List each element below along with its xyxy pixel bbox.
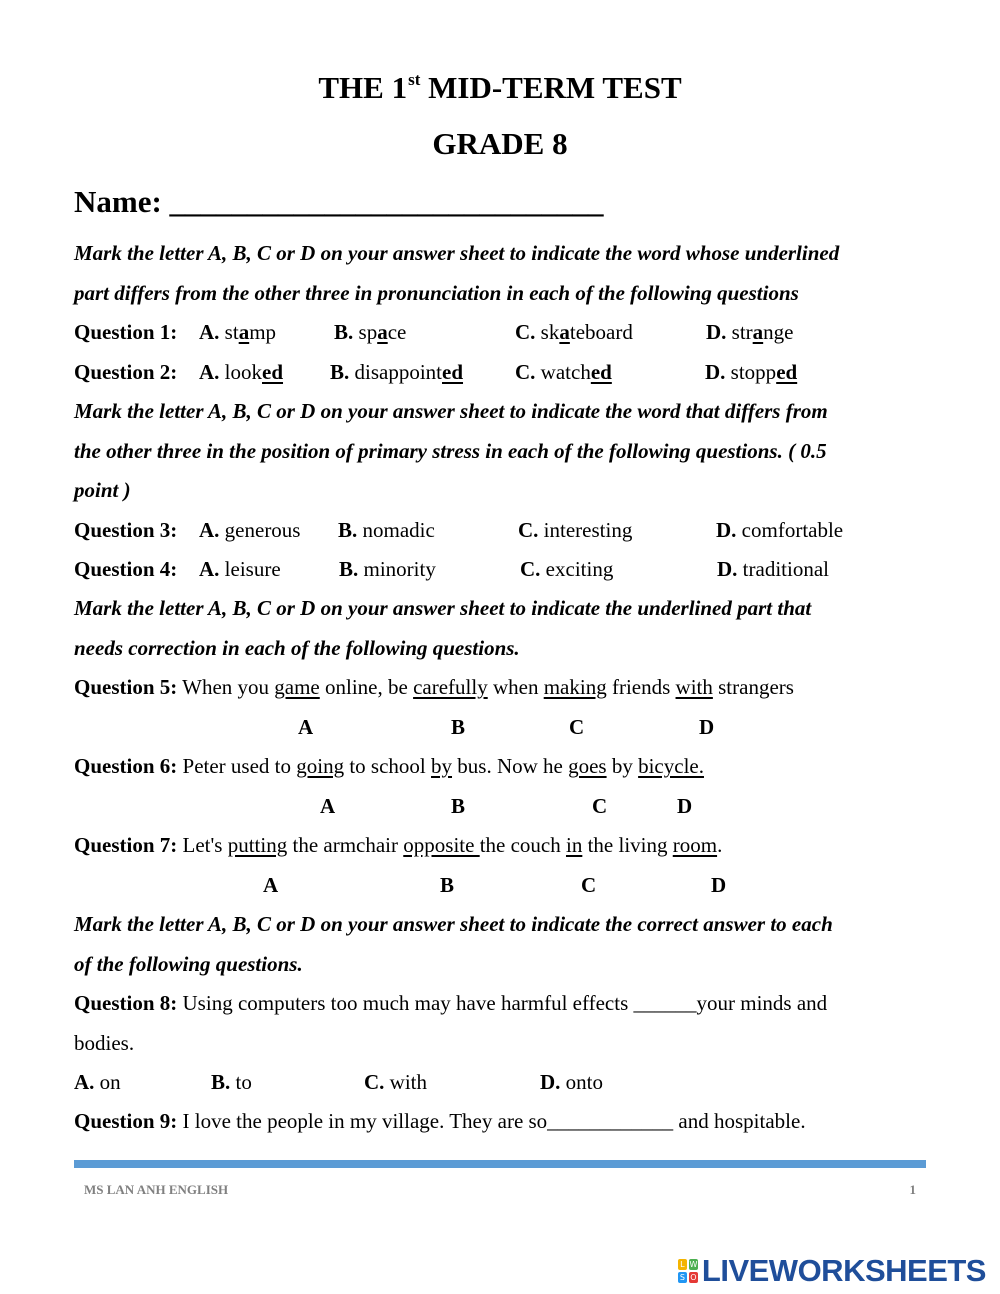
q7-part-d[interactable]: room — [672, 833, 718, 857]
question-1 — [74, 320, 926, 345]
question-label: Question 6: — [74, 754, 178, 778]
question-label: Question 7: — [74, 833, 178, 857]
q5-part-b[interactable]: carefully — [413, 675, 488, 699]
title-superscript: st — [408, 70, 421, 89]
section4-instruction-1: Mark the letter A, B, C or D on your answer sheet to indicate the correct answer to each — [74, 912, 833, 936]
q7-part-b[interactable]: opposite — [403, 833, 480, 857]
section2-instruction-1: Mark the letter A, B, C or D on your answer sheet to indicate the word that differs from — [74, 399, 828, 423]
question-label: Question 5: — [74, 675, 178, 699]
section2-instruction-2: the other three in the position of primary stress in each of the following questions. ( 0.5 — [74, 439, 827, 463]
question-label: Question 1: — [74, 320, 178, 344]
question-label: Question 8: — [74, 991, 178, 1015]
q1-option-c[interactable]: C. skateboard — [515, 320, 633, 344]
q3-option-b[interactable]: B. nomadic — [338, 518, 435, 542]
question-label: Question 9: — [74, 1109, 178, 1133]
logo-text: LIVEWORKSHEETS — [701, 1253, 986, 1288]
title-text: THE 1 — [318, 70, 408, 105]
question-9 — [74, 1109, 806, 1134]
q6-letter-c: C — [592, 794, 608, 818]
q6-letter-d: D — [677, 794, 693, 818]
footer-rule — [74, 1160, 926, 1168]
q2-option-c[interactable]: C. watched — [515, 360, 612, 384]
q2-option-a[interactable]: A. looked — [199, 360, 284, 384]
q5-letter-b: B — [451, 715, 466, 739]
question-5: Question 5: When you game online, be carefully when making friends with strangers — [74, 675, 794, 699]
question-4 — [74, 557, 926, 582]
section3-instruction-1: Mark the letter A, B, C or D on your answer sheet to indicate the underlined part that — [74, 596, 812, 620]
q5-letter-d: D — [699, 715, 715, 739]
logo-mark-icon: L W S O — [679, 1260, 698, 1282]
q2-option-d[interactable]: D. stopped — [705, 360, 798, 384]
q8-text: Using computers too much may have harmful effects ______your minds and — [177, 991, 828, 1015]
page-number: 1 — [909, 1182, 916, 1197]
section1-instruction-1: Mark the letter A, B, C or D on your answer sheet to indicate the word whose underlined — [74, 241, 840, 265]
question-2 — [74, 360, 926, 385]
section1-instruction-2: part differs from the other three in pronunciation in each of the following questions — [74, 281, 799, 305]
q7-part-a[interactable]: putting — [227, 833, 288, 857]
q6-letter-b: B — [451, 794, 466, 818]
q8-option-a[interactable]: A. on — [74, 1070, 121, 1094]
q8-option-d[interactable]: D. onto — [540, 1070, 604, 1094]
grade-heading: GRADE 8 — [432, 126, 568, 161]
q6-part-d[interactable]: bicycle. — [638, 754, 704, 778]
q9-text: I love the people in my village. They are so____________ and hospitable. — [177, 1109, 806, 1133]
question-label: Question 3: — [74, 518, 178, 542]
question-7: Question 7: Let's putting the armchair opposite the couch in the living room. — [74, 833, 723, 857]
section2-instruction-3: point ) — [74, 478, 131, 502]
name-field[interactable]: Name: ____________________________ — [74, 184, 604, 219]
q4-option-b[interactable]: B. minority — [339, 557, 436, 581]
q7-letter-c: C — [581, 873, 597, 897]
q5-letter-c: C — [569, 715, 585, 739]
question-8 — [74, 991, 827, 1016]
q5-part-d[interactable]: with — [675, 675, 713, 699]
page-title — [0, 70, 1000, 106]
q7-part-c[interactable]: in — [565, 833, 583, 857]
q5-part-a[interactable]: game — [274, 675, 320, 699]
section4-instruction-2: of the following questions. — [74, 952, 303, 976]
q7-letter-b: B — [440, 873, 455, 897]
q2-option-b[interactable]: B. disappointed — [330, 360, 464, 384]
question-3 — [74, 518, 926, 543]
q3-option-c[interactable]: C. interesting — [518, 518, 633, 542]
q1-option-b[interactable]: B. space — [334, 320, 407, 344]
q5-letter-a: A — [298, 715, 314, 739]
q8-options — [74, 1070, 926, 1095]
q6-part-a[interactable]: going — [296, 754, 345, 778]
q3-option-d[interactable]: D. comfortable — [716, 518, 844, 542]
title-text-end: MID-TERM TEST — [420, 70, 682, 105]
q8-option-b[interactable]: B. to — [211, 1070, 252, 1094]
q3-option-a[interactable]: A. generous — [199, 518, 301, 542]
question-label: Question 4: — [74, 557, 178, 581]
q7-letter-a: A — [263, 873, 279, 897]
q5-part-c[interactable]: making — [543, 675, 607, 699]
q4-option-c[interactable]: C. exciting — [520, 557, 614, 581]
q7-letter-d: D — [711, 873, 727, 897]
question-6: Question 6: Peter used to going to school by bus. Now he goes by bicycle. — [74, 754, 704, 778]
q1-option-a[interactable]: A. stamp — [199, 320, 277, 344]
q4-option-a[interactable]: A. leisure — [199, 557, 281, 581]
q8-option-c[interactable]: C. with — [364, 1070, 428, 1094]
footer-author: MS LAN ANH ENGLISH — [84, 1182, 229, 1197]
q4-option-d[interactable]: D. traditional — [717, 557, 829, 581]
q6-letter-a: A — [320, 794, 336, 818]
liveworksheets-logo — [678, 1253, 986, 1289]
q6-part-b[interactable]: by — [431, 754, 453, 778]
section3-instruction-2: needs correction in each of the following questions. — [74, 636, 520, 660]
q8-text-continued: bodies. — [74, 1031, 135, 1055]
q1-option-d[interactable]: D. strange — [706, 320, 794, 344]
question-label: Question 2: — [74, 360, 178, 384]
q6-part-c[interactable]: goes — [568, 754, 607, 778]
